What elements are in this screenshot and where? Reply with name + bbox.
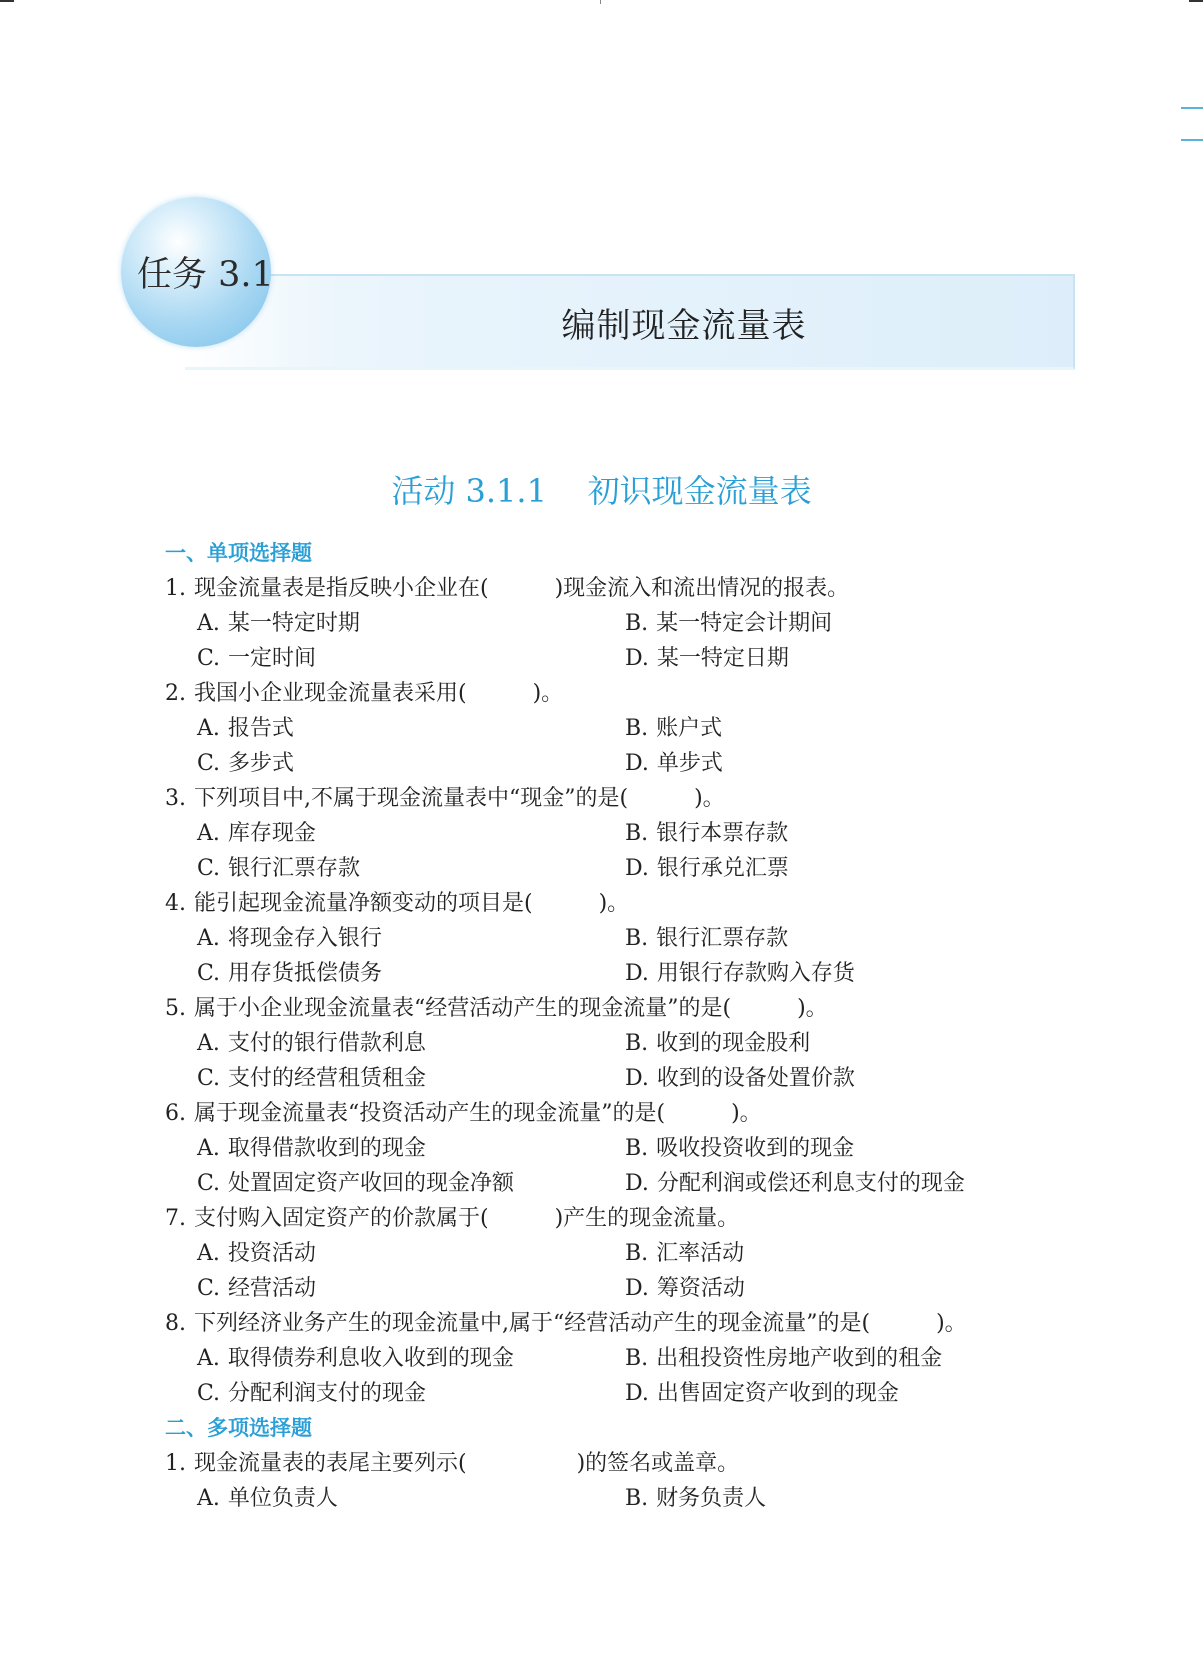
option-key: C. [197,1381,221,1406]
question-text: 属于现金流量表“投资活动产生的现金流量”的是( )。 [194,1101,762,1126]
answer-option[interactable] [197,1061,625,1096]
option-key: A. [197,821,220,846]
option-text: 出租投资性房地产收到的租金 [656,1346,943,1371]
question-number: 6. [165,1101,186,1126]
option-key: C. [197,1171,221,1196]
option-key: B. [625,611,649,636]
option-key: B. [625,1031,649,1056]
question-text: 现金流量表的表尾主要列示( )的签名或盖章。 [194,1451,740,1476]
answer-option[interactable] [625,1481,766,1516]
option-text: 银行汇票存款 [228,856,361,881]
question-text: 属于小企业现金流量表“经营活动产生的现金流量”的是( )。 [194,996,828,1021]
options-row [165,851,1025,886]
option-key: A. [197,926,220,951]
options-row [165,921,1025,956]
option-key: C. [197,856,221,881]
option-text: 银行本票存款 [656,821,789,846]
option-text: 财务负责人 [656,1486,767,1511]
option-text: 账户式 [656,716,723,741]
options-row [165,1341,1025,1376]
options-row [165,711,1025,746]
answer-option[interactable] [625,816,788,851]
answer-option[interactable] [625,711,722,746]
section-heading: 一、单项选择题 [165,541,312,565]
answer-option[interactable] [197,711,625,746]
option-text: 报告式 [227,716,294,741]
option-key: A. [197,1136,220,1161]
option-text: 投资活动 [227,1241,316,1266]
option-key: B. [625,1241,649,1266]
options-row [165,1061,1025,1096]
option-key: A. [197,1241,220,1266]
options-row [165,641,1025,676]
option-key: C. [197,751,221,776]
option-key: B. [625,821,649,846]
question-item [165,1446,1025,1481]
answer-option[interactable] [197,1166,625,1201]
options-row [165,1131,1025,1166]
section-heading: 二、多项选择题 [165,1416,312,1440]
crop-mark-center [600,0,601,4]
answer-option[interactable] [197,956,625,991]
answer-option[interactable] [625,1131,854,1166]
option-key: C. [197,1276,221,1301]
question-number: 8. [165,1311,186,1336]
answer-option[interactable] [197,1376,625,1411]
question-item [165,571,1025,606]
options-row [165,1481,1025,1516]
exercise-content [165,536,1025,1516]
answer-option[interactable] [625,1026,810,1061]
question-number: 1. [165,576,186,601]
option-key: D. [625,961,649,986]
activity-title: 活动 3.1.1 初识现金流量表 [391,472,812,510]
question-number: 3. [165,786,186,811]
edge-tab-mark [1181,139,1203,141]
answer-option[interactable] [197,1131,625,1166]
crop-mark-left [0,0,14,2]
option-key: A. [197,716,220,741]
question-text: 能引起现金流量净额变动的项目是( )。 [194,891,630,916]
question-number: 4. [165,891,186,916]
edge-tab-mark [1181,107,1203,109]
answer-option[interactable] [625,606,832,641]
options-row [165,956,1025,991]
task-banner [185,274,1075,370]
option-text: 库存现金 [227,821,316,846]
answer-option[interactable] [197,746,625,781]
option-text: 汇率活动 [656,1241,745,1266]
question-text: 下列项目中,不属于现金流量表中“现金”的是( )。 [194,786,725,811]
answer-option[interactable] [197,1236,625,1271]
question-number: 7. [165,1206,186,1231]
task-title: 编制现金流量表 [561,306,807,346]
option-key: D. [625,751,649,776]
option-key: B. [625,1346,649,1371]
option-text: 支付的经营租赁租金 [228,1066,427,1091]
question-item [165,781,1025,816]
options-row [165,1376,1025,1411]
option-key: A. [197,1346,220,1371]
answer-option[interactable] [197,1026,625,1061]
options-row [165,1166,1025,1201]
option-text: 用存货抵偿债务 [228,961,383,986]
question-text: 支付购入固定资产的价款属于( )产生的现金流量。 [194,1206,740,1231]
option-key: D. [625,856,649,881]
answer-option[interactable] [197,1481,625,1516]
option-key: D. [625,1066,649,1091]
answer-option[interactable] [197,1341,625,1376]
option-text: 一定时间 [228,646,317,671]
option-text: 银行汇票存款 [656,926,789,951]
question-text: 现金流量表是指反映小企业在( )现金流入和流出情况的报表。 [194,576,850,601]
option-text: 银行承兑汇票 [656,856,789,881]
answer-option[interactable] [625,641,789,676]
option-text: 某一特定时期 [227,611,360,636]
option-key: B. [625,716,649,741]
option-text: 分配利润或偿还利息支付的现金 [656,1171,965,1196]
option-key: A. [197,1031,220,1056]
question-item [165,1201,1025,1236]
option-key: D. [625,1171,649,1196]
options-row [165,1236,1025,1271]
option-text: 某一特定会计期间 [656,611,833,636]
question-item [165,1096,1025,1131]
option-text: 取得债券利息收入收到的现金 [227,1346,514,1371]
options-row [165,746,1025,781]
task-badge [121,197,274,347]
question-item [165,886,1025,921]
option-text: 取得借款收到的现金 [227,1136,426,1161]
answer-option[interactable] [625,956,855,991]
option-text: 处置固定资产收回的现金净额 [228,1171,515,1196]
question-number: 5. [165,996,186,1021]
answer-option[interactable] [625,1271,745,1306]
option-text: 筹资活动 [656,1276,745,1301]
answer-option[interactable] [625,1061,855,1096]
option-text: 收到的现金股利 [656,1031,811,1056]
question-item [165,676,1025,711]
answer-option[interactable] [197,921,625,956]
option-key: D. [625,1276,649,1301]
option-text: 单位负责人 [227,1486,338,1511]
option-text: 单步式 [656,751,723,776]
question-text: 我国小企业现金流量表采用( )。 [194,681,564,706]
answer-option[interactable] [197,606,625,641]
option-key: B. [625,1136,649,1161]
option-key: B. [625,926,649,951]
answer-option[interactable] [625,1236,744,1271]
answer-option[interactable] [625,1376,899,1411]
options-row [165,1271,1025,1306]
option-key: C. [197,961,221,986]
option-text: 某一特定日期 [656,646,789,671]
option-text: 收到的设备处置价款 [656,1066,855,1091]
answer-option[interactable] [625,921,788,956]
question-number: 2. [165,681,186,706]
answer-option[interactable] [197,816,625,851]
option-text: 用银行存款购入存货 [656,961,855,986]
question-text: 下列经济业务产生的现金流量中,属于“经营活动产生的现金流量”的是( )。 [194,1311,967,1336]
crop-mark-right [1189,0,1203,2]
option-text: 多步式 [228,751,295,776]
question-item [165,991,1025,1026]
options-row [165,816,1025,851]
question-item [165,1306,1025,1341]
answer-option[interactable] [197,1271,625,1306]
option-text: 将现金存入银行 [227,926,382,951]
option-text: 吸收投资收到的现金 [656,1136,855,1161]
option-key: A. [197,611,220,636]
option-text: 经营活动 [228,1276,317,1301]
question-number: 1. [165,1451,186,1476]
answer-option[interactable] [197,851,625,886]
options-row [165,1026,1025,1061]
answer-option[interactable] [625,1166,965,1201]
option-text: 支付的银行借款利息 [227,1031,426,1056]
answer-option[interactable] [625,1341,942,1376]
option-text: 分配利润支付的现金 [228,1381,427,1406]
options-row [165,606,1025,641]
option-key: A. [197,1486,220,1511]
answer-option[interactable] [197,641,625,676]
option-key: B. [625,1486,649,1511]
answer-option[interactable] [625,851,789,886]
option-key: D. [625,646,649,671]
option-key: D. [625,1381,649,1406]
option-key: C. [197,1066,221,1091]
task-label: 任务 3.1 [137,255,274,295]
answer-option[interactable] [625,746,723,781]
option-text: 出售固定资产收到的现金 [656,1381,899,1406]
option-key: C. [197,646,221,671]
